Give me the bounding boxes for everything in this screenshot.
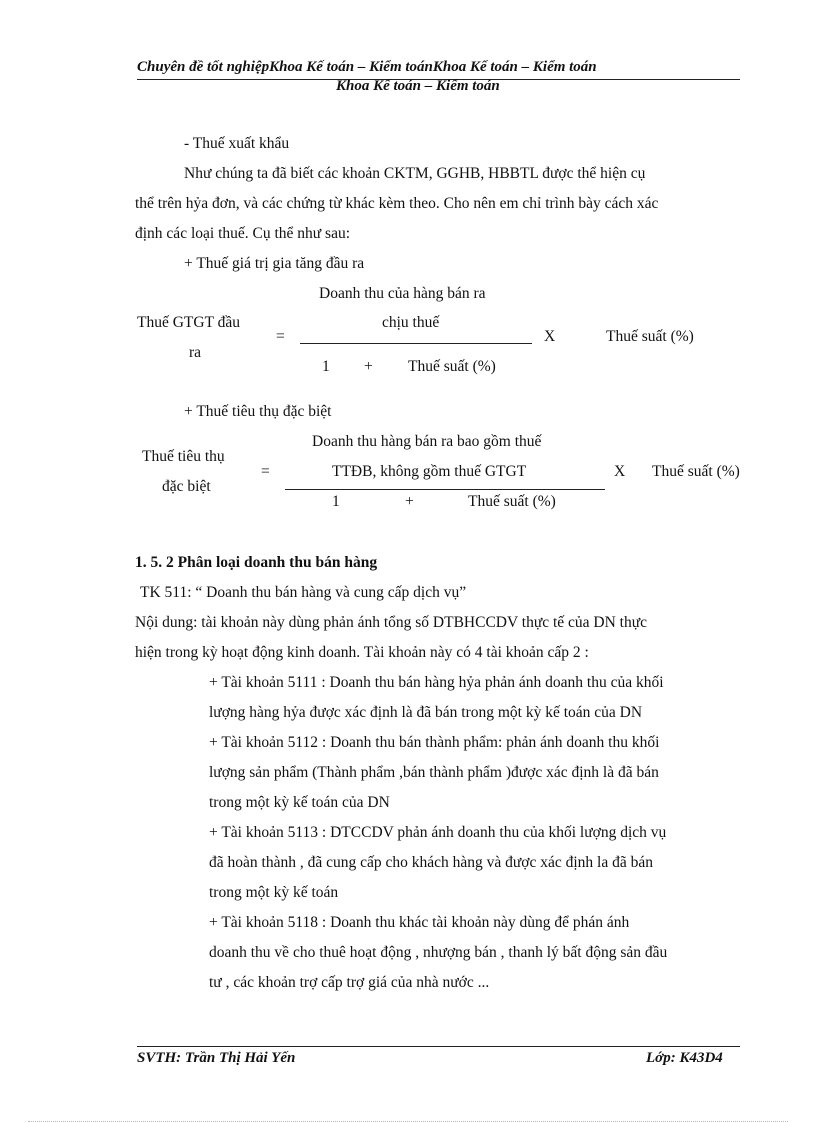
vat-lhs-1: Thuế GTGT đầu xyxy=(137,314,241,331)
vat-lhs-2: ra xyxy=(189,344,202,361)
list-item-line: trong một kỳ kế toán của DN xyxy=(209,794,390,811)
vat-denominator-2: Thuế suất (%) xyxy=(408,358,496,375)
list-item-line: lượng sản phẩm (Thành phẩm ,bán thành phẩm )được xác định là đã bán xyxy=(209,764,659,781)
special-heading: + Thuế tiêu thụ đặc biệt xyxy=(184,403,332,420)
special-fraction-bar xyxy=(285,489,605,490)
footer-class: Lớp: K43D4 xyxy=(646,1050,723,1066)
header-line-2: Khoa Kế toán – Kiểm toán xyxy=(336,78,500,94)
content-line-2: hiện trong kỳ hoạt động kinh doanh. Tài khoản này có 4 tài khoản cấp 2 : xyxy=(135,644,589,661)
header-line-1: Chuyên đề tốt nghiệpKhoa Kế toán – Kiểm toánKhoa Kế toán – Kiểm toán xyxy=(137,59,597,75)
list-item-line: + Tài khoản 5113 : DTCCDV phản ánh doanh thu của khối lượng dịch vụ xyxy=(209,824,667,841)
list-item-line: doanh thu về cho thuê hoạt động , nhượng bán , thanh lý bất động sản đầu xyxy=(209,944,668,961)
vat-numerator-1: Doanh thu của hàng bán ra xyxy=(319,285,486,302)
special-denominator-2: Thuế suất (%) xyxy=(468,493,556,510)
vat-fraction-bar xyxy=(300,343,532,344)
vat-numerator-2: chịu thuế xyxy=(382,314,440,331)
special-lhs-1: Thuế tiêu thụ xyxy=(142,448,225,465)
account-list xyxy=(209,668,739,998)
special-denominator-1: 1 xyxy=(332,493,340,510)
tax-export-line: - Thuế xuất khẩu xyxy=(184,135,290,152)
vat-equals: = xyxy=(276,328,285,345)
list-item-line: + Tài khoản 5118 : Doanh thu khác tài khoản này dùng để phán ánh xyxy=(209,914,630,931)
section-title: 1. 5. 2 Phân loại doanh thu bán hàng xyxy=(135,554,378,571)
list-item-line: + Tài khoản 5112 : Doanh thu bán thành phẩm: phản ánh doanh thu khối xyxy=(209,734,660,751)
special-denominator-plus: + xyxy=(405,493,414,510)
intro-line-2: thể trên hỷa đơn, và các chứng từ khác kèm theo. Cho nên em chỉ trình bày cách xác xyxy=(135,195,659,212)
vat-heading: + Thuế giá trị gia tăng đầu ra xyxy=(184,255,365,272)
list-item-line: + Tài khoản 5111 : Doanh thu bán hàng hỷa phản ánh doanh thu của khối xyxy=(209,674,664,691)
special-numerator-2: TTĐB, không gồm thuế GTGT xyxy=(332,463,527,480)
tk511-line: TK 511: “ Doanh thu bán hàng và cung cấp dịch vụ” xyxy=(140,584,467,601)
intro-line-3: định các loại thuế. Cụ thể như sau: xyxy=(135,225,351,242)
list-item-line: đã hoàn thành , đã cung cấp cho khách hàng và được xác định la đã bán xyxy=(209,854,653,871)
vat-rhs: Thuế suất (%) xyxy=(606,328,694,345)
vat-times: X xyxy=(544,328,556,345)
account-item-5111 xyxy=(209,668,739,728)
footer-author: SVTH: Trần Thị Hải Yến xyxy=(137,1050,296,1066)
special-times: X xyxy=(614,463,626,480)
vat-denominator-plus: + xyxy=(364,358,373,375)
special-numerator-1: Doanh thu hàng bán ra bao gồm thuế xyxy=(312,433,542,450)
list-item-line: lượng hàng hỷa được xác định là đã bán trong một kỳ kế toán của DN xyxy=(209,704,643,721)
account-item-5113 xyxy=(209,818,739,908)
content-line-1: Nội dung: tài khoản này dùng phản ánh tổng số DTBHCCDV thực tế của DN thực xyxy=(135,614,648,631)
vat-denominator-1: 1 xyxy=(322,358,330,375)
list-item-line: trong một kỳ kế toán xyxy=(209,884,339,901)
list-item-line: tư , các khoản trợ cấp trợ giá của nhà nước ... xyxy=(209,974,490,991)
page-edge-dotted xyxy=(28,1121,788,1122)
account-item-5118 xyxy=(209,908,739,998)
account-item-5112 xyxy=(209,728,739,818)
special-equals: = xyxy=(261,463,270,480)
special-lhs-2: đặc biệt xyxy=(162,478,211,495)
special-rhs: Thuế suất (%) xyxy=(652,463,740,480)
footer-rule xyxy=(137,1046,740,1047)
intro-line-1: Như chúng ta đã biết các khoản CKTM, GGHB, HBBTL được thể hiện cụ xyxy=(184,165,646,182)
